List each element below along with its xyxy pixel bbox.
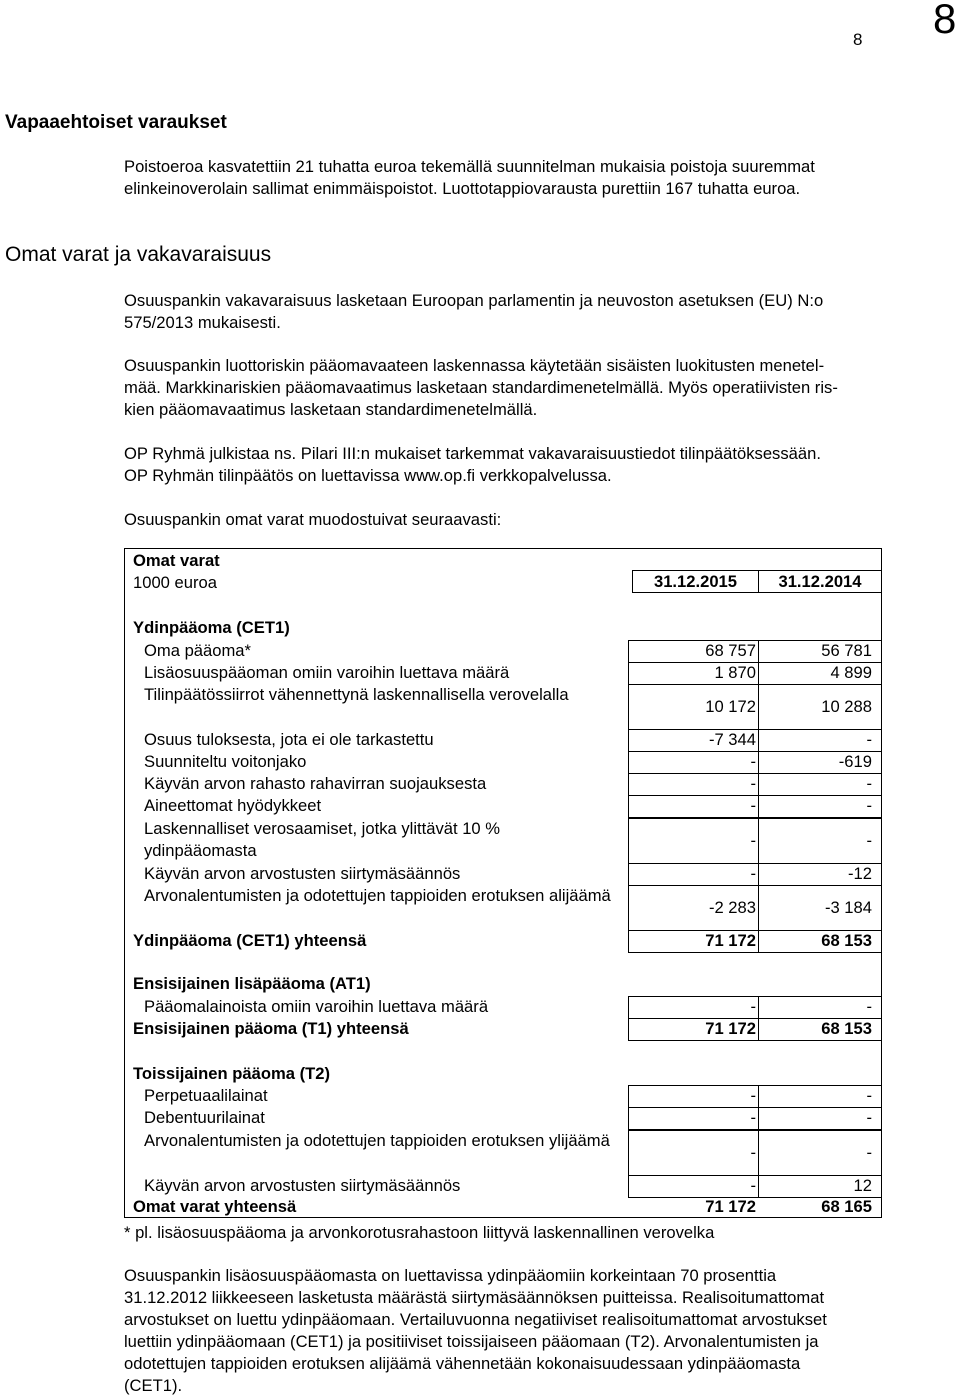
row-label: Aineettomat hyödykkeet <box>144 796 322 815</box>
text-line: 575/2013 mukaisesti. <box>124 313 281 332</box>
table-row-total <box>124 1018 882 1040</box>
value-2014: 12 <box>853 1176 872 1195</box>
value-2014: 56 781 <box>821 641 872 660</box>
row-label: Ensisijainen pääoma (T1) yhteensä <box>133 1019 409 1038</box>
value-2014: - <box>866 1108 872 1127</box>
text-line: Osuuspankin omat varat muodostuivat seuraavasti: <box>124 510 502 529</box>
paragraph-closing <box>124 1265 946 1397</box>
table-row <box>124 863 882 885</box>
table-row <box>124 996 882 1018</box>
table-row <box>124 729 882 751</box>
text-line: Osuuspankin lisäosuuspääomasta on luettavissa ydinpääomiin korkeintaan 70 prosenttia <box>124 1266 777 1285</box>
table-unit: 1000 euroa <box>133 573 217 592</box>
value-2015: - <box>750 1086 756 1105</box>
text-line: (CET1). <box>124 1376 183 1395</box>
paragraph-voluntary-reserves <box>124 156 946 200</box>
value-2015: - <box>750 831 756 850</box>
paragraph-methods <box>124 355 946 421</box>
value-2015: - <box>750 864 756 883</box>
value-2015: 71 172 <box>705 1019 756 1038</box>
page-number-large: 8 <box>933 0 957 42</box>
table-row-grand-total <box>124 1197 882 1218</box>
table-row <box>124 1107 882 1129</box>
value-2014: - <box>866 997 872 1016</box>
table-row <box>124 773 882 795</box>
row-label: Käyvän arvon arvostusten siirtymäsäännös <box>144 1176 461 1195</box>
value-2014: - <box>866 1143 872 1162</box>
value-2014: -3 184 <box>824 898 872 917</box>
value-2014: 4 899 <box>830 663 872 682</box>
text-line: mää. Markkinariskien pääomavaatimus lasketaan standardimenetelmällä. Myös operatiivisten ris- <box>124 378 838 397</box>
section-heading-cet1: Ydinpääoma (CET1) <box>133 618 290 637</box>
value-2015: 68 757 <box>705 641 756 660</box>
table-row-total <box>124 930 882 952</box>
table-row <box>124 795 882 817</box>
heading-voluntary-reserves: Vapaaehtoiset varaukset <box>5 112 227 133</box>
value-2014: 68 165 <box>821 1197 872 1216</box>
table-title: Omat varat <box>133 551 220 570</box>
row-label: Ydinpääoma (CET1) yhteensä <box>133 931 367 950</box>
text-line: Osuuspankin vakavaraisuus lasketaan Euroopan parlamentin ja neuvoston asetuksen (EU) N:o <box>124 291 824 310</box>
row-label: Osuus tuloksesta, jota ei ole tarkastettu <box>144 730 434 749</box>
value-2015: -2 283 <box>708 898 756 917</box>
paragraph-pillar3 <box>124 443 946 487</box>
value-2015: - <box>750 1108 756 1127</box>
value-2014: 68 153 <box>821 931 872 950</box>
text-line: arvostukset on luettu ydinpääomaan. Vertailuvuonna negatiiviset realisoitumattomat arvostukset <box>124 1310 827 1329</box>
table-row <box>124 640 882 662</box>
section-heading-t2: Toissijainen pääoma (T2) <box>133 1064 331 1083</box>
value-2015: - <box>750 1143 756 1162</box>
value-2014: 10 288 <box>821 697 872 716</box>
value-2015: 71 172 <box>705 931 756 950</box>
table-row <box>124 662 882 684</box>
value-2015: 71 172 <box>705 1197 756 1216</box>
text-line: kien pääomavaatimus lasketaan standardimenetelmällä. <box>124 400 538 419</box>
row-label: Käyvän arvon arvostusten siirtymäsäännös <box>144 864 461 883</box>
text-line: Poistoeroa kasvatettiin 21 tuhatta euroa tekemällä suunnitelman mukaisia poistoja suuremmat <box>124 157 815 176</box>
row-label: Lisäosuuspääoman omiin varoihin luettava määrä <box>144 663 510 682</box>
row-label: Omat varat yhteensä <box>133 1197 297 1216</box>
table-row <box>124 1130 882 1175</box>
row-label: Tilinpäätössiirrot vähennettynä laskennallisella verovelalla <box>144 685 569 704</box>
value-2015: 10 172 <box>705 697 756 716</box>
value-2014: - <box>866 831 872 850</box>
value-2015: - <box>750 774 756 793</box>
paragraph-intro-table <box>124 509 946 531</box>
row-label: Arvonalentumisten ja odotettujen tappioiden erotuksen ylijäämä <box>144 1131 610 1150</box>
text-line: OP Ryhmän tilinpäätös on luettavissa www.op.fi verkkopalvelussa. <box>124 466 612 485</box>
table-row <box>124 751 882 773</box>
table-row <box>124 1085 882 1107</box>
row-label: Perpetuaalilainat <box>144 1086 268 1105</box>
row-label: Suunniteltu voitonjako <box>144 752 307 771</box>
row-label: Käyvän arvon rahasto rahavirran suojauksesta <box>144 774 487 793</box>
value-2015: - <box>750 1176 756 1195</box>
column-header-2015: 31.12.2015 <box>632 570 759 593</box>
row-label: Laskennalliset verosaamiset, jotka ylittävät 10 % ydinpääomasta <box>144 819 501 860</box>
column-header-2014: 31.12.2014 <box>758 570 882 593</box>
heading-capital-adequacy: Omat varat ja vakavaraisuus <box>5 243 272 266</box>
table-row <box>124 885 882 930</box>
text-line: luettiin ydinpääomaan (CET1) ja positiiviset toissijaiseen pääomaan (T2). Arvonalentumisten ja <box>124 1332 819 1351</box>
page-number-small: 8 <box>853 30 863 49</box>
text-line: odotettujen tappioiden erotuksen alijäämä vähennetään kokonaisuudessaan ydinpääomasta <box>124 1354 801 1373</box>
table-row <box>124 1175 882 1197</box>
section-heading-at1: Ensisijainen lisäpääoma (AT1) <box>133 974 371 993</box>
value-2014: - <box>866 1086 872 1105</box>
value-2015: - <box>750 752 756 771</box>
row-label: Pääomalainoista omiin varoihin luettava määrä <box>144 997 489 1016</box>
paragraph-regulation <box>124 290 946 334</box>
text-line: elinkeinoverolain sallimat enimmäispoistot. Luottotappiovarausta purettiin 167 tuhatta euroa. <box>124 179 801 198</box>
value-2014: -619 <box>838 752 872 771</box>
value-2014: - <box>866 730 872 749</box>
value-2015: - <box>750 796 756 815</box>
value-2015: - <box>750 997 756 1016</box>
value-2014: - <box>866 774 872 793</box>
table-row <box>124 818 882 863</box>
row-label: Arvonalentumisten ja odotettujen tappioiden erotuksen alijäämä <box>144 886 611 905</box>
value-2014: - <box>866 796 872 815</box>
table-row <box>124 684 882 729</box>
text-line: Osuuspankin luottoriskin pääomavaateen laskennassa käytetään sisäisten luokitusten menetel- <box>124 356 825 375</box>
value-2014: 68 153 <box>821 1019 872 1038</box>
row-label: Debentuurilainat <box>144 1108 265 1127</box>
own-funds-table <box>124 548 882 1218</box>
row-label: Oma pääoma* <box>144 641 251 660</box>
value-2015: -7 344 <box>708 730 756 749</box>
table-footnote: * pl. lisäosuuspääoma ja arvonkorotusrahastoon liittyvä laskennallinen verovelka <box>124 1223 715 1242</box>
value-2014: -12 <box>848 864 872 883</box>
text-line: OP Ryhmä julkistaa ns. Pilari III:n mukaiset tarkemmat vakavaraisuustiedot tilinpäätöksessään. <box>124 444 821 463</box>
value-2015: 1 870 <box>714 663 756 682</box>
text-line: 31.12.2012 liikkeeseen lasketusta määrästä siirtymäsäännöksen puitteissa. Realisoitumattomat <box>124 1288 825 1307</box>
